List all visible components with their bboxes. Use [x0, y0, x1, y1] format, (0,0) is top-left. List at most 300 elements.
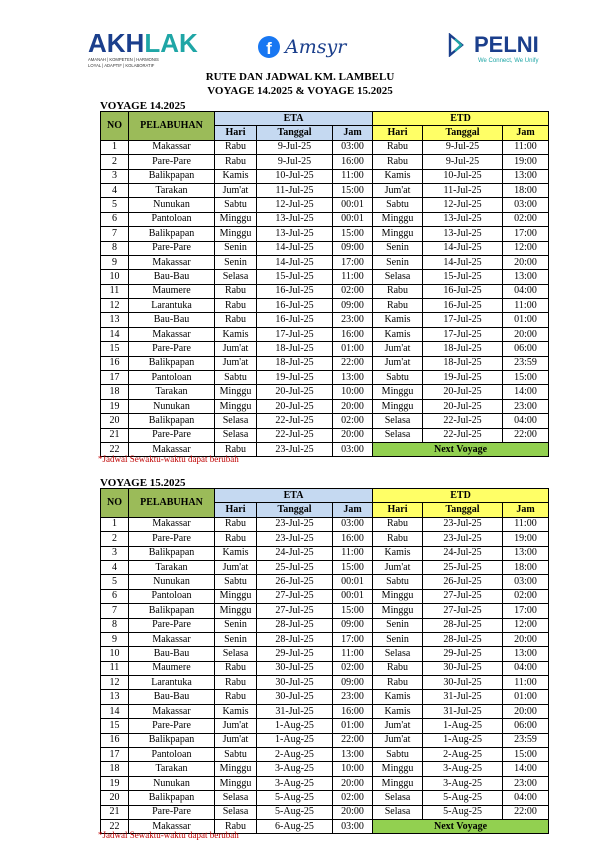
cell-etd-day: Minggu [373, 212, 423, 226]
table-row [101, 776, 549, 790]
cell-eta-date: 15-Jul-25 [257, 270, 333, 284]
cell-eta-day: Selasa [215, 647, 257, 661]
cell-port: Pantoloan [129, 748, 215, 762]
cell-etd-time: 18:00 [503, 183, 549, 197]
cell-port: Maumere [129, 661, 215, 675]
cell-etd-date: 27-Jul-25 [423, 589, 503, 603]
cell-eta-time: 17:00 [333, 255, 373, 269]
table-row [101, 805, 549, 819]
table-row [101, 140, 549, 154]
cell-eta-date: 22-Jul-25 [257, 414, 333, 428]
cell-port: Makassar [129, 140, 215, 154]
cell-etd-day: Selasa [373, 428, 423, 442]
cell-port: Tarakan [129, 183, 215, 197]
header-etd-day: Hari [373, 503, 423, 517]
cell-eta-day: Rabu [215, 284, 257, 298]
cell-etd-date: 13-Jul-25 [423, 212, 503, 226]
cell-no: 8 [101, 618, 129, 632]
cell-eta-time: 00:01 [333, 589, 373, 603]
cell-no: 12 [101, 676, 129, 690]
cell-etd-time: 03:00 [503, 198, 549, 212]
cell-eta-day: Sabtu [215, 198, 257, 212]
facebook-name: Amsyr [285, 36, 347, 58]
header-eta-date: Tanggal [257, 503, 333, 517]
table-row [101, 313, 549, 327]
cell-no: 12 [101, 299, 129, 313]
voyage-14-heading: VOYAGE 14.2025 [100, 100, 186, 112]
cell-etd-date: 16-Jul-25 [423, 284, 503, 298]
cell-eta-date: 30-Jul-25 [257, 676, 333, 690]
table-row [101, 719, 549, 733]
cell-etd-date: 3-Aug-25 [423, 762, 503, 776]
cell-port: Pare-Pare [129, 155, 215, 169]
header-eta-date: Tanggal [257, 126, 333, 140]
cell-eta-time: 20:00 [333, 776, 373, 790]
cell-etd-time: 04:00 [503, 791, 549, 805]
cell-port: Pare-Pare [129, 719, 215, 733]
cell-no: 9 [101, 632, 129, 646]
table-row [101, 517, 549, 531]
cell-etd-time: 02:00 [503, 212, 549, 226]
table-row [101, 632, 549, 646]
table-row [101, 255, 549, 269]
cell-etd-day: Rabu [373, 140, 423, 154]
cell-etd-date: 10-Jul-25 [423, 169, 503, 183]
table-row [101, 414, 549, 428]
cell-eta-date: 1-Aug-25 [257, 719, 333, 733]
table-row [101, 604, 549, 618]
cell-eta-date: 17-Jul-25 [257, 327, 333, 341]
cell-eta-time: 11:00 [333, 270, 373, 284]
cell-eta-day: Kamis [215, 546, 257, 560]
cell-eta-date: 23-Jul-25 [257, 442, 333, 456]
cell-eta-date: 24-Jul-25 [257, 546, 333, 560]
cell-eta-day: Jum'at [215, 719, 257, 733]
header-etd: ETD [373, 489, 549, 503]
cell-no: 11 [101, 284, 129, 298]
cell-no: 7 [101, 227, 129, 241]
header-eta-time: Jam [333, 126, 373, 140]
cell-port: Balikpapan [129, 414, 215, 428]
cell-etd-time: 01:00 [503, 313, 549, 327]
cell-eta-date: 23-Jul-25 [257, 517, 333, 531]
cell-eta-date: 18-Jul-25 [257, 356, 333, 370]
cell-etd-date: 22-Jul-25 [423, 428, 503, 442]
cell-eta-date: 28-Jul-25 [257, 632, 333, 646]
cell-eta-time: 00:01 [333, 198, 373, 212]
cell-eta-time: 15:00 [333, 604, 373, 618]
cell-etd-day: Selasa [373, 647, 423, 661]
cell-port: Bau-Bau [129, 647, 215, 661]
cell-etd-time: 11:00 [503, 517, 549, 531]
cell-eta-day: Senin [215, 632, 257, 646]
cell-etd-date: 14-Jul-25 [423, 255, 503, 269]
cell-eta-date: 25-Jul-25 [257, 560, 333, 574]
cell-no: 15 [101, 719, 129, 733]
table-row [101, 690, 549, 704]
cell-etd-time: 03:00 [503, 575, 549, 589]
table-row [101, 532, 549, 546]
table-row [101, 733, 549, 747]
cell-etd-day: Rabu [373, 299, 423, 313]
cell-port: Balikpapan [129, 733, 215, 747]
cell-etd-date: 17-Jul-25 [423, 327, 503, 341]
cell-no: 17 [101, 748, 129, 762]
cell-etd-day: Jum'at [373, 719, 423, 733]
cell-etd-day: Kamis [373, 704, 423, 718]
cell-etd-time: 04:00 [503, 414, 549, 428]
cell-no: 2 [101, 532, 129, 546]
cell-eta-day: Senin [215, 255, 257, 269]
cell-etd-day: Senin [373, 255, 423, 269]
voyage-14-note: *Jadwal Sewaktu-waktu dapat berubah [98, 454, 239, 464]
cell-eta-day: Minggu [215, 589, 257, 603]
cell-etd-date: 22-Jul-25 [423, 414, 503, 428]
header-eta: ETA [215, 489, 373, 503]
cell-port: Makassar [129, 819, 215, 833]
cell-etd-day: Jum'at [373, 342, 423, 356]
cell-eta-time: 00:01 [333, 575, 373, 589]
cell-etd-day: Minggu [373, 385, 423, 399]
table-row [101, 270, 549, 284]
akhlak-tagline-1: AMANAH | KOMPETEN | HARMONIS [88, 57, 159, 62]
cell-eta-date: 16-Jul-25 [257, 313, 333, 327]
cell-eta-day: Rabu [215, 140, 257, 154]
cell-eta-date: 30-Jul-25 [257, 690, 333, 704]
cell-etd-time: 22:00 [503, 428, 549, 442]
cell-etd-date: 18-Jul-25 [423, 356, 503, 370]
cell-no: 16 [101, 356, 129, 370]
header-etd-date: Tanggal [423, 126, 503, 140]
cell-port: Bau-Bau [129, 270, 215, 284]
cell-etd-day: Rabu [373, 517, 423, 531]
cell-no: 18 [101, 385, 129, 399]
cell-eta-time: 03:00 [333, 442, 373, 456]
cell-etd-date: 27-Jul-25 [423, 604, 503, 618]
cell-port: Nunukan [129, 399, 215, 413]
cell-etd-time: 23:59 [503, 356, 549, 370]
table-row [101, 284, 549, 298]
cell-etd-date: 5-Aug-25 [423, 805, 503, 819]
cell-etd-date: 19-Jul-25 [423, 371, 503, 385]
cell-eta-time: 17:00 [333, 632, 373, 646]
cell-etd-day: Sabtu [373, 198, 423, 212]
cell-eta-time: 15:00 [333, 183, 373, 197]
cell-etd-day: Rabu [373, 532, 423, 546]
cell-no: 19 [101, 776, 129, 790]
cell-etd-time: 15:00 [503, 371, 549, 385]
table-row [101, 704, 549, 718]
cell-etd-date: 2-Aug-25 [423, 748, 503, 762]
cell-etd-day: Senin [373, 618, 423, 632]
cell-eta-time: 09:00 [333, 241, 373, 255]
cell-eta-time: 09:00 [333, 299, 373, 313]
cell-etd-time: 19:00 [503, 532, 549, 546]
cell-port: Makassar [129, 704, 215, 718]
cell-etd-date: 17-Jul-25 [423, 313, 503, 327]
cell-etd-day: Rabu [373, 155, 423, 169]
cell-eta-day: Jum'at [215, 183, 257, 197]
cell-eta-date: 27-Jul-25 [257, 604, 333, 618]
cell-eta-time: 00:01 [333, 212, 373, 226]
cell-port: Pantoloan [129, 371, 215, 385]
cell-port: Balikpapan [129, 227, 215, 241]
cell-eta-time: 16:00 [333, 704, 373, 718]
cell-etd-day: Senin [373, 632, 423, 646]
cell-etd-day: Rabu [373, 676, 423, 690]
cell-eta-time: 02:00 [333, 791, 373, 805]
cell-eta-day: Jum'at [215, 560, 257, 574]
cell-eta-date: 1-Aug-25 [257, 733, 333, 747]
cell-etd-day: Kamis [373, 169, 423, 183]
cell-eta-day: Rabu [215, 517, 257, 531]
voyage-15-heading: VOYAGE 15.2025 [100, 477, 186, 489]
table-row [101, 198, 549, 212]
cell-eta-day: Jum'at [215, 342, 257, 356]
table-row [101, 399, 549, 413]
cell-no: 8 [101, 241, 129, 255]
cell-etd-day: Selasa [373, 270, 423, 284]
cell-eta-time: 20:00 [333, 428, 373, 442]
cell-no: 3 [101, 546, 129, 560]
cell-no: 20 [101, 791, 129, 805]
next-voyage-cell: Next Voyage [373, 442, 549, 456]
table-row [101, 342, 549, 356]
cell-eta-date: 19-Jul-25 [257, 371, 333, 385]
cell-eta-date: 5-Aug-25 [257, 791, 333, 805]
cell-etd-day: Rabu [373, 284, 423, 298]
cell-etd-time: 23:00 [503, 776, 549, 790]
cell-etd-date: 18-Jul-25 [423, 342, 503, 356]
cell-eta-time: 01:00 [333, 342, 373, 356]
cell-eta-time: 20:00 [333, 805, 373, 819]
cell-etd-date: 5-Aug-25 [423, 791, 503, 805]
cell-etd-time: 14:00 [503, 762, 549, 776]
cell-eta-date: 11-Jul-25 [257, 183, 333, 197]
cell-eta-time: 10:00 [333, 385, 373, 399]
cell-port: Nunukan [129, 776, 215, 790]
cell-etd-time: 13:00 [503, 270, 549, 284]
cell-port: Larantuka [129, 676, 215, 690]
header-eta-day: Hari [215, 126, 257, 140]
cell-etd-day: Sabtu [373, 575, 423, 589]
cell-eta-day: Kamis [215, 704, 257, 718]
table-row [101, 791, 549, 805]
table-row [101, 546, 549, 560]
table-row [101, 169, 549, 183]
akhlak-word-a: AKH [88, 28, 145, 58]
cell-eta-time: 15:00 [333, 560, 373, 574]
cell-etd-time: 04:00 [503, 661, 549, 675]
cell-eta-time: 16:00 [333, 327, 373, 341]
cell-etd-date: 28-Jul-25 [423, 618, 503, 632]
cell-eta-day: Kamis [215, 169, 257, 183]
cell-etd-day: Minggu [373, 762, 423, 776]
cell-eta-date: 9-Jul-25 [257, 155, 333, 169]
cell-eta-time: 15:00 [333, 227, 373, 241]
cell-eta-day: Rabu [215, 299, 257, 313]
cell-no: 9 [101, 255, 129, 269]
cell-eta-time: 02:00 [333, 284, 373, 298]
cell-port: Pare-Pare [129, 428, 215, 442]
cell-no: 18 [101, 762, 129, 776]
cell-etd-time: 23:00 [503, 399, 549, 413]
table-row [101, 589, 549, 603]
cell-port: Makassar [129, 327, 215, 341]
cell-etd-date: 30-Jul-25 [423, 676, 503, 690]
cell-port: Pare-Pare [129, 241, 215, 255]
cell-etd-time: 11:00 [503, 299, 549, 313]
cell-port: Balikpapan [129, 356, 215, 370]
cell-etd-time: 04:00 [503, 284, 549, 298]
cell-port: Makassar [129, 255, 215, 269]
cell-no: 5 [101, 575, 129, 589]
table-row [101, 183, 549, 197]
cell-eta-day: Minggu [215, 776, 257, 790]
cell-eta-day: Minggu [215, 399, 257, 413]
cell-no: 10 [101, 647, 129, 661]
cell-etd-day: Selasa [373, 791, 423, 805]
cell-etd-time: 11:00 [503, 140, 549, 154]
cell-no: 22 [101, 819, 129, 833]
cell-etd-date: 24-Jul-25 [423, 546, 503, 560]
cell-no: 15 [101, 342, 129, 356]
cell-etd-date: 15-Jul-25 [423, 270, 503, 284]
table-row [101, 618, 549, 632]
cell-port: Balikpapan [129, 604, 215, 618]
cell-no: 14 [101, 327, 129, 341]
cell-eta-time: 22:00 [333, 733, 373, 747]
pelni-logo [448, 32, 539, 64]
cell-port: Nunukan [129, 575, 215, 589]
cell-etd-date: 20-Jul-25 [423, 399, 503, 413]
cell-no: 5 [101, 198, 129, 212]
cell-etd-time: 20:00 [503, 704, 549, 718]
cell-eta-date: 30-Jul-25 [257, 661, 333, 675]
cell-no: 4 [101, 183, 129, 197]
cell-etd-time: 14:00 [503, 385, 549, 399]
cell-eta-time: 23:00 [333, 313, 373, 327]
cell-eta-day: Selasa [215, 270, 257, 284]
cell-etd-date: 1-Aug-25 [423, 733, 503, 747]
cell-eta-time: 03:00 [333, 819, 373, 833]
cell-eta-day: Sabtu [215, 371, 257, 385]
cell-etd-day: Jum'at [373, 560, 423, 574]
document-title [0, 70, 600, 98]
voyage-14-table [100, 111, 549, 457]
cell-etd-date: 3-Aug-25 [423, 776, 503, 790]
table-row [101, 661, 549, 675]
cell-port: Tarakan [129, 385, 215, 399]
akhlak-tagline-2: LOYAL | ADAPTIF | KOLABORATIF [88, 63, 155, 68]
cell-eta-date: 23-Jul-25 [257, 532, 333, 546]
cell-eta-date: 10-Jul-25 [257, 169, 333, 183]
cell-eta-day: Rabu [215, 676, 257, 690]
cell-etd-time: 15:00 [503, 748, 549, 762]
header-eta: ETA [215, 112, 373, 126]
cell-etd-time: 01:00 [503, 690, 549, 704]
cell-eta-day: Minggu [215, 762, 257, 776]
facebook-account [258, 36, 346, 58]
cell-etd-day: Sabtu [373, 748, 423, 762]
cell-eta-time: 03:00 [333, 517, 373, 531]
cell-eta-date: 6-Aug-25 [257, 819, 333, 833]
table-row [101, 647, 549, 661]
cell-port: Pare-Pare [129, 342, 215, 356]
cell-etd-day: Minggu [373, 776, 423, 790]
cell-etd-date: 16-Jul-25 [423, 299, 503, 313]
cell-eta-date: 9-Jul-25 [257, 140, 333, 154]
cell-eta-day: Senin [215, 618, 257, 632]
cell-etd-time: 06:00 [503, 719, 549, 733]
cell-eta-time: 13:00 [333, 371, 373, 385]
header-etd-time: Jam [503, 126, 549, 140]
cell-etd-date: 9-Jul-25 [423, 155, 503, 169]
cell-etd-day: Senin [373, 241, 423, 255]
akhlak-word-b: LAK [144, 28, 198, 58]
cell-port: Pantoloan [129, 212, 215, 226]
cell-etd-date: 31-Jul-25 [423, 704, 503, 718]
cell-etd-time: 20:00 [503, 255, 549, 269]
header-etd-date: Tanggal [423, 503, 503, 517]
table-row [101, 371, 549, 385]
voyage-15-table [100, 488, 549, 834]
cell-eta-day: Minggu [215, 604, 257, 618]
cell-etd-time: 06:00 [503, 342, 549, 356]
cell-eta-day: Jum'at [215, 356, 257, 370]
cell-etd-time: 23:59 [503, 733, 549, 747]
cell-etd-time: 12:00 [503, 618, 549, 632]
cell-eta-date: 16-Jul-25 [257, 299, 333, 313]
cell-eta-date: 18-Jul-25 [257, 342, 333, 356]
cell-etd-date: 14-Jul-25 [423, 241, 503, 255]
header-row-1 [101, 112, 549, 126]
cell-eta-day: Selasa [215, 414, 257, 428]
cell-eta-day: Minggu [215, 212, 257, 226]
cell-etd-day: Jum'at [373, 356, 423, 370]
table-row [101, 227, 549, 241]
cell-eta-date: 20-Jul-25 [257, 385, 333, 399]
header-eta-day: Hari [215, 503, 257, 517]
cell-eta-day: Rabu [215, 661, 257, 675]
cell-etd-time: 17:00 [503, 604, 549, 618]
cell-eta-time: 02:00 [333, 414, 373, 428]
cell-etd-time: 13:00 [503, 647, 549, 661]
cell-eta-date: 5-Aug-25 [257, 805, 333, 819]
cell-eta-day: Sabtu [215, 748, 257, 762]
cell-eta-date: 3-Aug-25 [257, 762, 333, 776]
cell-etd-date: 20-Jul-25 [423, 385, 503, 399]
cell-eta-time: 10:00 [333, 762, 373, 776]
cell-etd-day: Minggu [373, 604, 423, 618]
header-no: NO [101, 112, 129, 141]
cell-etd-date: 13-Jul-25 [423, 227, 503, 241]
table-row [101, 356, 549, 370]
cell-no: 3 [101, 169, 129, 183]
cell-etd-date: 12-Jul-25 [423, 198, 503, 212]
cell-eta-date: 26-Jul-25 [257, 575, 333, 589]
cell-port: Larantuka [129, 299, 215, 313]
cell-eta-day: Selasa [215, 791, 257, 805]
table-row [101, 327, 549, 341]
cell-port: Makassar [129, 517, 215, 531]
cell-no: 20 [101, 414, 129, 428]
cell-etd-date: 1-Aug-25 [423, 719, 503, 733]
pelni-tagline: We Connect, We Unify [478, 58, 539, 64]
cell-eta-day: Rabu [215, 690, 257, 704]
cell-eta-day: Jum'at [215, 733, 257, 747]
cell-eta-date: 13-Jul-25 [257, 212, 333, 226]
